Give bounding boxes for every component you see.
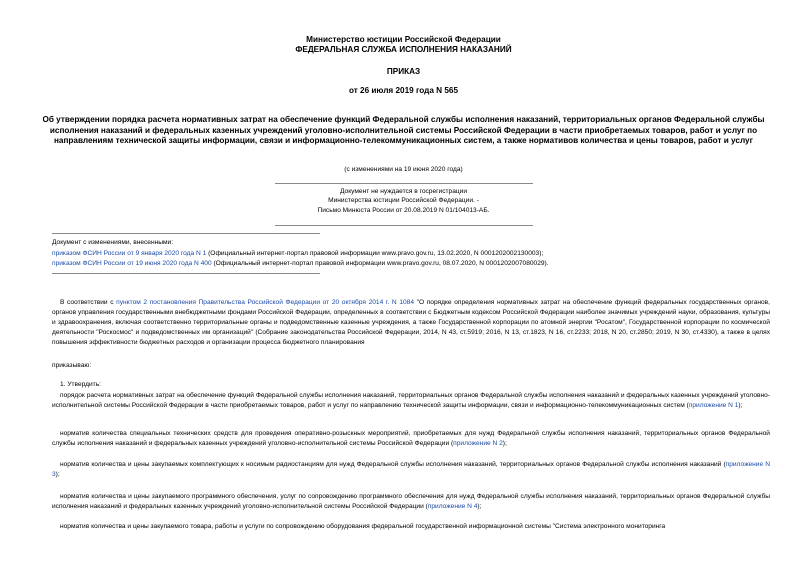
list-item: норматив количества и цены закупаемых комплектующих к носимым радиостанциям для нужд Федеральной службы исполнения наказаний, территориальных органов Федеральной службы исполнения наказаний (приложение N 3); <box>52 461 770 478</box>
change-item: приказом ФСИН России от 19 июня 2020 года N 400 (Официальный интернет-портал правовой информации www.pravo.gov.ru, 08.07.2020, N 0001202007080029). <box>52 260 549 267</box>
divider <box>52 273 320 274</box>
change-link[interactable]: приказом ФСИН России от 9 января 2020 года N 1 <box>52 250 207 257</box>
list-item: норматив количества и цены закупаемого товара, работы и услуги по сопровождению оборудования федеральной государственной информационной системы "Система электронного мониторинга <box>60 523 666 530</box>
list-item: норматив количества специальных технических средств для проведения оперативно-розыскных мероприятий, приобретаемых для нужд Федеральной службы исполнения наказаний, территориальных органов Федеральной службы исполнения наказаний и федеральных казенных учреждений уголовно-исполнительной системы Российской Федерации (приложение N 2); <box>52 430 770 447</box>
ministry-name: Министерство юстиции Российской Федерации <box>306 35 501 44</box>
registration-line-3: Письмо Минюста России от 20.08.2019 N 01/104013-АБ. <box>317 207 490 214</box>
appendix-link[interactable]: приложение N 3 <box>52 461 770 478</box>
amendments-note: (с изменениями на 19 июня 2020 года) <box>344 166 463 173</box>
appendix-link[interactable]: приложение N 2 <box>453 440 503 447</box>
change-item: приказом ФСИН России от 9 января 2020 года N 1 (Официальный интернет-портал правовой информации www.pravo.gov.ru, 13.02.2020, N 0001202002130003); <box>52 250 544 257</box>
document-title: Об утверждении порядка расчета нормативных затрат на обеспечение функций Федеральной службы исполнения наказаний, территориальных органов Федеральной службы исполнения наказаний и федеральных казенных учреждений уголовно-исполнительной системы Российской Федерации в части приобретаемых товаров, работ и услуг по направлениям технической защиты информации, связи и информационно-телекоммуникационных систем, а также нормативов количества и цены товаров, работ и услуг <box>42 115 765 145</box>
preamble-paragraph: В соответствии с пунктом 2 постановления Правительства Российской Федерации от 20 октября 2014 г. N 1084 "О порядке определения нормативных затрат на обеспечение функций федеральных государственных органов, органов управления государственными внебюджетными фондами Российской Федерации, определенных в соответствии с Бюджетным кодексом Российской Федерации наиболее значимых учреждений науки, образования, культуры и здравоохранения, включая соответственно территориальные органы и подведомственные казенные учреждения, а также Государственной корпорации по атомной энергии "Росатом", Государственной корпорации по космической деятельности "Роскосмос" и подведомственных им организаций" (Собрание законодательства Российской Федерации, 2014, N 43, ст.5919; 2016, N 13, ст.1823, N 16, ст.2233; 2018, N 20, ст.2850; 2019, N 30, ст.4330), а также в целях повышения эффективности бюджетных расходов и организации процесса бюджетного планирования <box>52 299 771 346</box>
divider <box>275 183 533 184</box>
list-item: норматив количества и цены закупаемого программного обеспечения, услуг по сопровождению программного обеспечения для нужд Федеральной службы исполнения наказаний, территориальных органов Федеральной службы исполнения наказаний и федеральных казенных учреждений уголовно-исполнительной системы Российской Федерации (приложение N 4); <box>52 493 770 510</box>
change-link[interactable]: приказом ФСИН России от 19 июня 2020 года N 400 <box>52 260 212 267</box>
approve-clause: 1. Утвердить: <box>60 381 101 388</box>
document-date-number: от 26 июля 2019 года N 565 <box>348 86 459 95</box>
decree-link[interactable]: пунктом 2 постановления Правительства Российской Федерации от 20 октября 2014 г. N 1084 <box>116 299 414 306</box>
registration-line-2: Министерства юстиции Российской Федерации. - <box>328 197 479 204</box>
divider <box>275 225 533 226</box>
order-word: приказываю: <box>52 362 92 369</box>
registration-line-1: Документ не нуждается в госрегистрации <box>339 188 468 195</box>
document-type: ПРИКАЗ <box>386 67 421 76</box>
service-name: ФЕДЕРАЛЬНАЯ СЛУЖБА ИСПОЛНЕНИЯ НАКАЗАНИЙ <box>295 45 512 54</box>
divider <box>52 233 320 234</box>
appendix-link[interactable]: приложение N 1 <box>688 402 739 409</box>
list-item: порядок расчета нормативных затрат на обеспечение функций Федеральной службы исполнения наказаний, территориальных органов Федеральной службы исполнения наказаний и федеральных казенных учреждений уголовно-исполнительной системы Российской Федерации в части приобретаемых товаров, работ и услуг по направлению технической защиты информации, связи и информационно-телекоммуникационных систем (приложение N 1); <box>52 392 770 409</box>
changes-heading: Документ с изменениями, внесенными: <box>52 239 174 246</box>
appendix-link[interactable]: приложение N 4 <box>427 503 478 510</box>
